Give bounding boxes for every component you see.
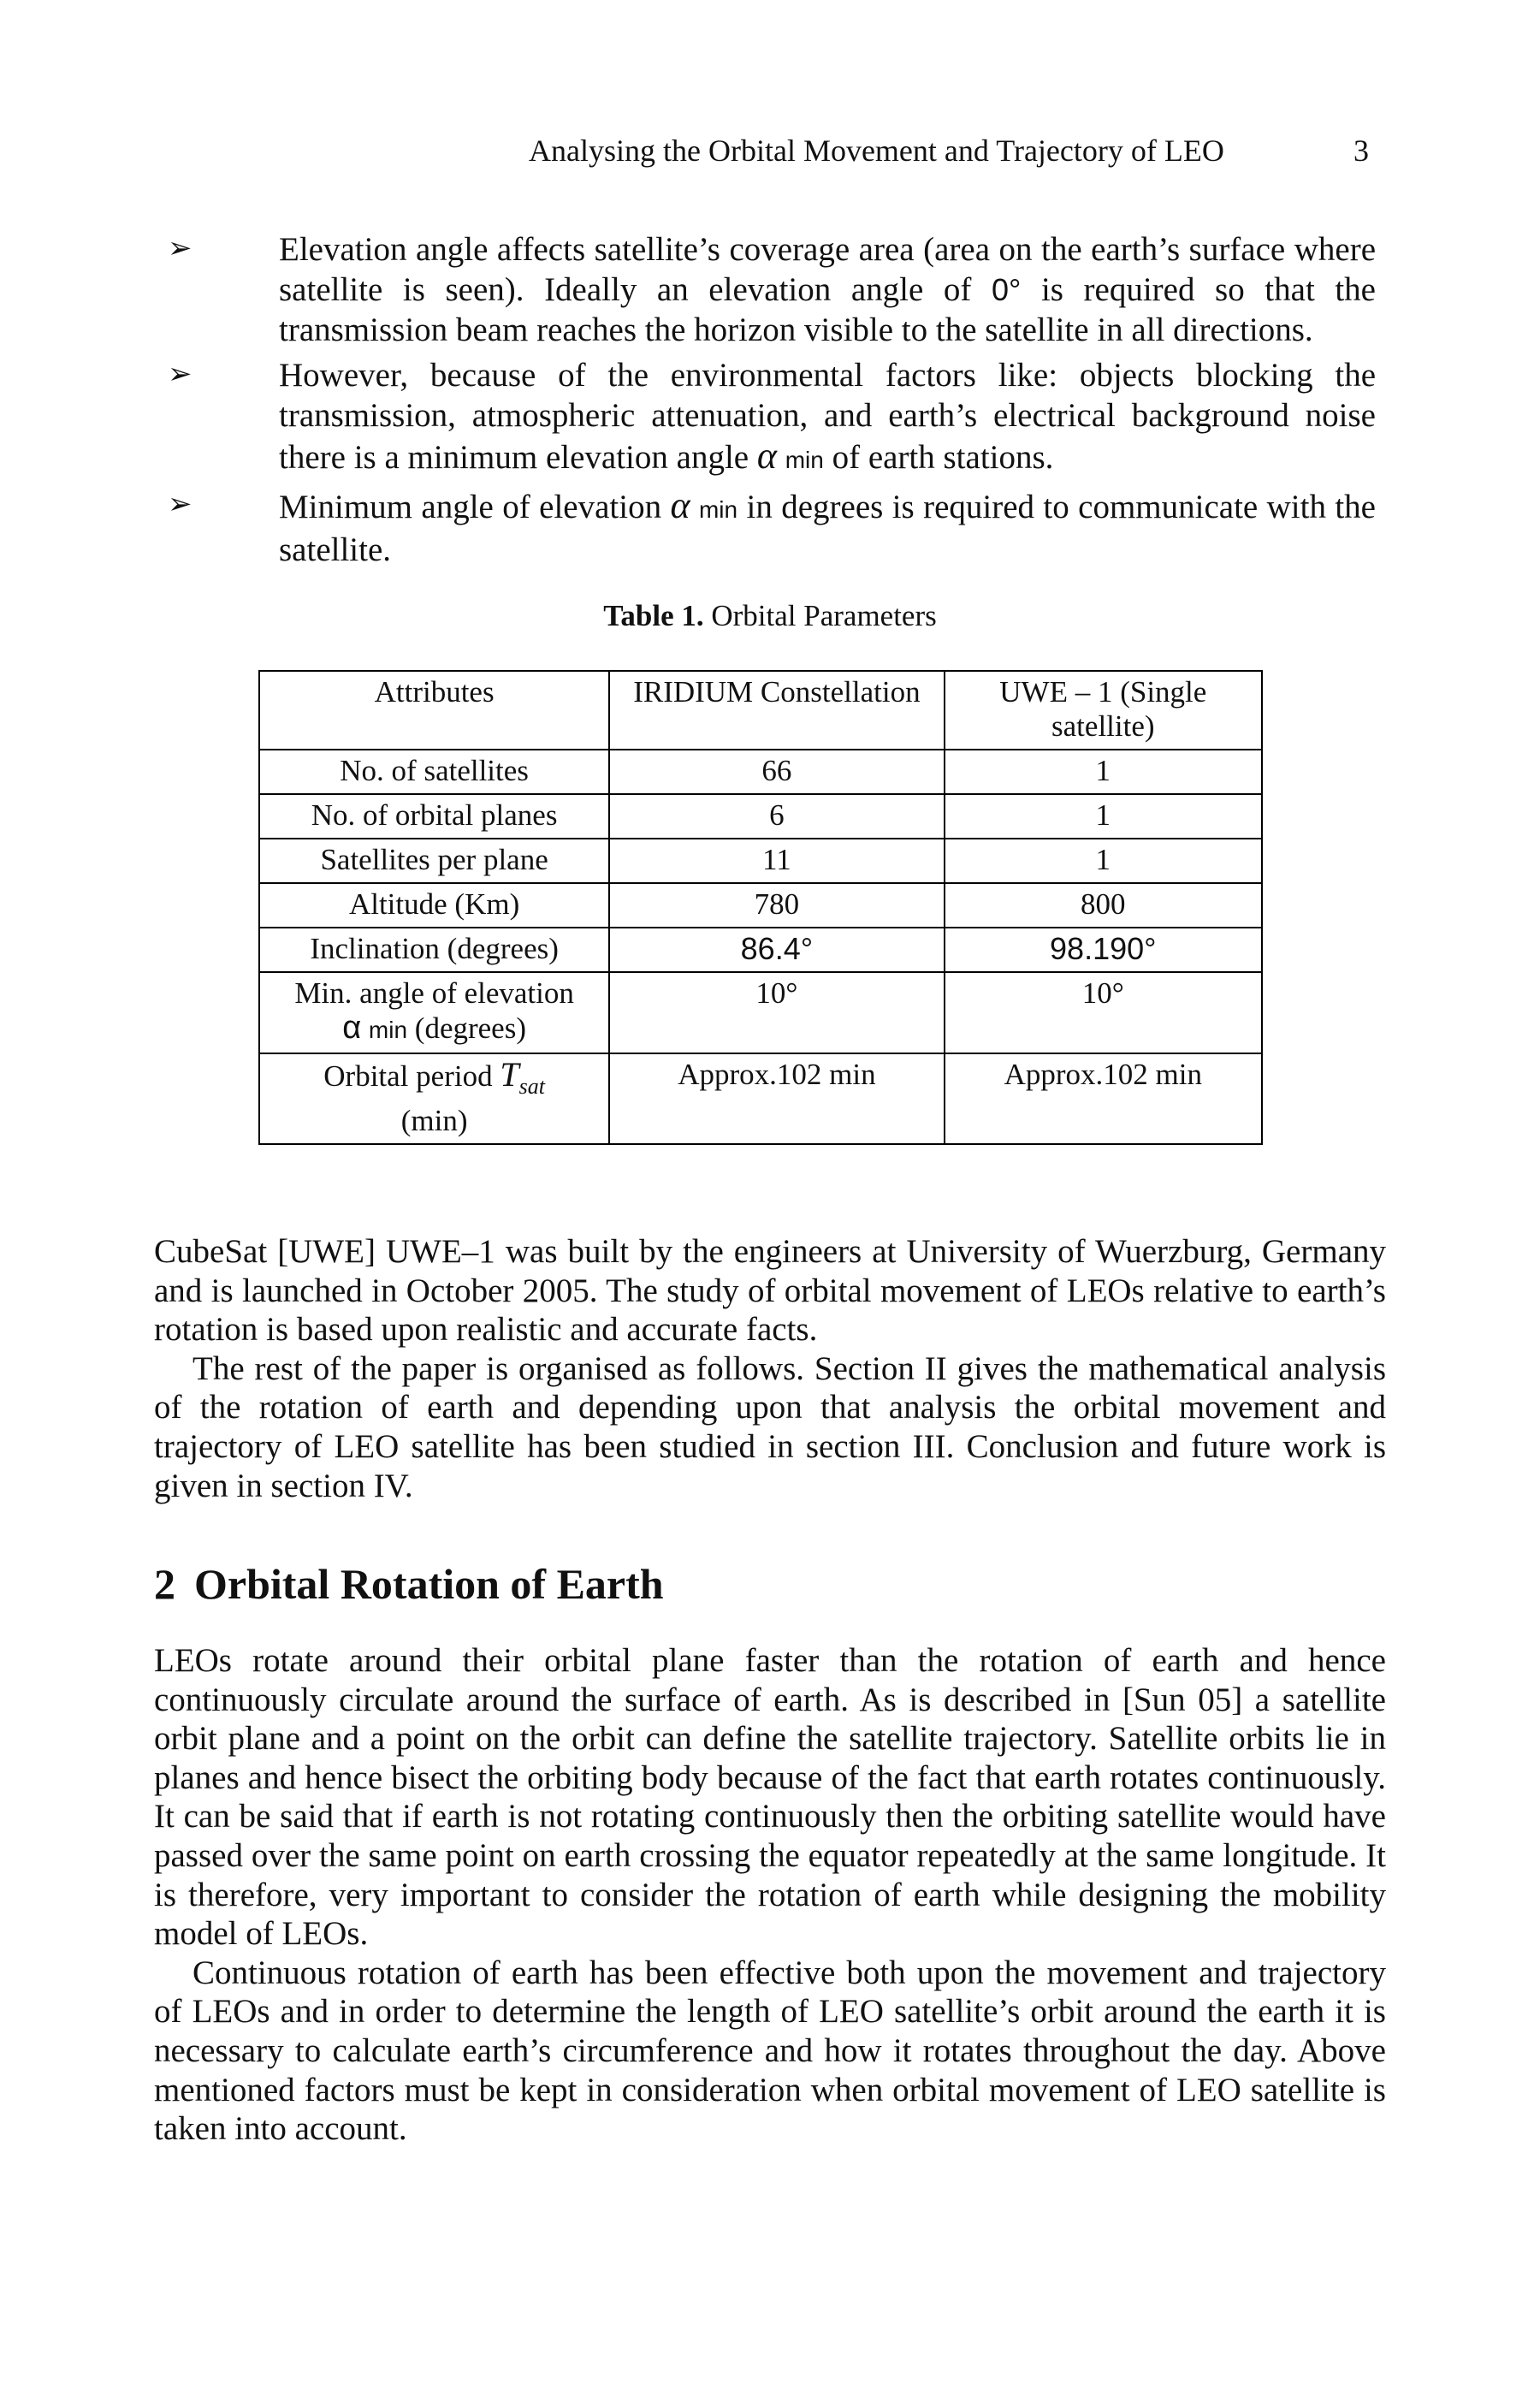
page-number: 3 <box>1353 133 1369 168</box>
period-label: Orbital period <box>323 1059 493 1093</box>
iridium-value: 780 <box>609 883 944 928</box>
section-body <box>154 1641 1386 2149</box>
tsat-subscript: sat <box>518 1074 545 1099</box>
bullet-text-cont: is required so that the transmission beam reaches the horizon visible to the satellite in all directions. <box>279 271 1376 348</box>
iridium-value: 11 <box>609 839 944 883</box>
table-header-row <box>259 671 1262 750</box>
zero-degree: 0° <box>991 272 1022 307</box>
iridium-value: Approx.102 min <box>609 1053 944 1144</box>
section-number: 2 <box>154 1560 175 1608</box>
uwe-value: 1 <box>945 750 1262 794</box>
bullet-text: However, because of the environmental factors like: objects blocking the transmission, atmospheric attenuation, and earth’s electrical background noise there is a minimum elevation angle <box>279 357 1376 476</box>
bullet-item <box>168 355 1376 480</box>
table-row <box>259 794 1262 839</box>
iridium-value: 6 <box>609 794 944 839</box>
alpha-symbol: α <box>670 484 690 526</box>
orbital-parameters-table <box>258 670 1263 1145</box>
paragraph: Continuous rotation of earth has been effective both upon the movement and trajectory of LEOs and in order to determine the length of LEO satellite’s orbit around the earth it is necessary to calculate earth’s circumference and how it rotates throughout the day. Above mentioned factors must be kept in consideration when orbital movement of LEO satellite is taken into account. <box>154 1954 1386 2148</box>
period-unit: (min) <box>400 1104 468 1137</box>
uwe-value: 10° <box>945 972 1262 1053</box>
intro-paragraphs <box>154 1232 1386 1505</box>
bullet-list <box>168 229 1376 575</box>
uwe-value: 1 <box>945 794 1262 839</box>
row-label: Inclination (degrees) <box>259 928 609 972</box>
bullet-item <box>168 229 1376 350</box>
row-label: No. of orbital planes <box>259 794 609 839</box>
iridium-value: 86.4° <box>609 928 944 972</box>
header-attributes: Attributes <box>259 671 609 750</box>
bullet-text: Elevation angle affects satellite’s coverage area (area on the earth’s surface where satellite is seen). Ideally an elevation angle of <box>279 231 1376 308</box>
paragraph: CubeSat [UWE] UWE–1 was built by the engineers at University of Wuerzburg, Germany and is launched in October 2005. The study of orbital movement of LEOs relative to earth’s rotation is based upon realistic and accurate facts. <box>154 1233 1386 1349</box>
table-row <box>259 928 1262 972</box>
table-caption-text: Orbital Parameters <box>703 599 937 632</box>
arrow-bullet-icon: ➢ <box>168 231 192 265</box>
paragraph: LEOs rotate around their orbital plane faster than the rotation of earth and hence continuously circulate around the surface of earth. As is described in [Sun 05] a satellite orbit plane and a point on the orbit can define the satellite trajectory. Satellite orbits lie in planes and hence bisect the orbiting body because of the fact that earth rotates continuously. It can be said that if earth is not rotating continuously then the orbiting satellite would have passed over the same point on earth crossing the equator repeatedly at the same longitude. It is therefore, very important to consider the rotation of earth while designing the mobility model of LEOs. <box>154 1642 1386 1953</box>
table-caption-label: Table 1. <box>603 599 704 632</box>
table-row <box>259 883 1262 928</box>
iridium-value: 66 <box>609 750 944 794</box>
alpha-subscript: min <box>368 1017 408 1043</box>
tsat-symbol <box>500 1055 545 1099</box>
iridium-value: 10° <box>609 972 944 1053</box>
row-label <box>259 1053 609 1144</box>
bullet-text-cont: in degrees is required to communicate with the satellite. <box>279 489 1376 568</box>
paragraph: The rest of the paper is organised as follows. Section II gives the mathematical analysis of the rotation of earth and depending upon that analysis the orbital movement and trajectory of LEO satellite has been studied in section III. Conclusion and future work is given in section IV. <box>154 1349 1386 1504</box>
min-angle-label: Min. angle of elevation <box>294 976 574 1010</box>
uwe-value: Approx.102 min <box>945 1053 1262 1144</box>
alpha-subscript: min <box>785 447 824 473</box>
running-title: Analysing the Orbital Movement and Trajectory of LEO <box>529 133 1224 168</box>
section-title: Orbital Rotation of Earth <box>194 1560 664 1608</box>
table-caption <box>0 599 1540 633</box>
table-row <box>259 972 1262 1053</box>
row-label <box>259 972 609 1053</box>
section-heading <box>154 1559 664 1609</box>
alpha-subscript: min <box>698 496 738 523</box>
arrow-bullet-icon: ➢ <box>168 487 192 521</box>
table-row <box>259 839 1262 883</box>
header-uwe: UWE – 1 (Single satellite) <box>945 671 1262 750</box>
arrow-bullet-icon: ➢ <box>168 357 192 391</box>
uwe-value: 1 <box>945 839 1262 883</box>
header-iridium: IRIDIUM Constellation <box>609 671 944 750</box>
uwe-value: 98.190° <box>945 928 1262 972</box>
alpha-symbol: α <box>756 435 777 477</box>
min-angle-unit: (degrees) <box>414 1011 526 1045</box>
bullet-text-cont: of earth stations. <box>823 439 1054 476</box>
table-row <box>259 1053 1262 1144</box>
row-label: Satellites per plane <box>259 839 609 883</box>
table-row <box>259 750 1262 794</box>
uwe-value: 800 <box>945 883 1262 928</box>
bullet-text: Minimum angle of elevation <box>279 489 671 525</box>
alpha-symbol: α <box>342 1010 362 1046</box>
tsat-letter: T <box>500 1055 519 1094</box>
row-label: Altitude (Km) <box>259 883 609 928</box>
bullet-item <box>168 485 1376 570</box>
row-label: No. of satellites <box>259 750 609 794</box>
